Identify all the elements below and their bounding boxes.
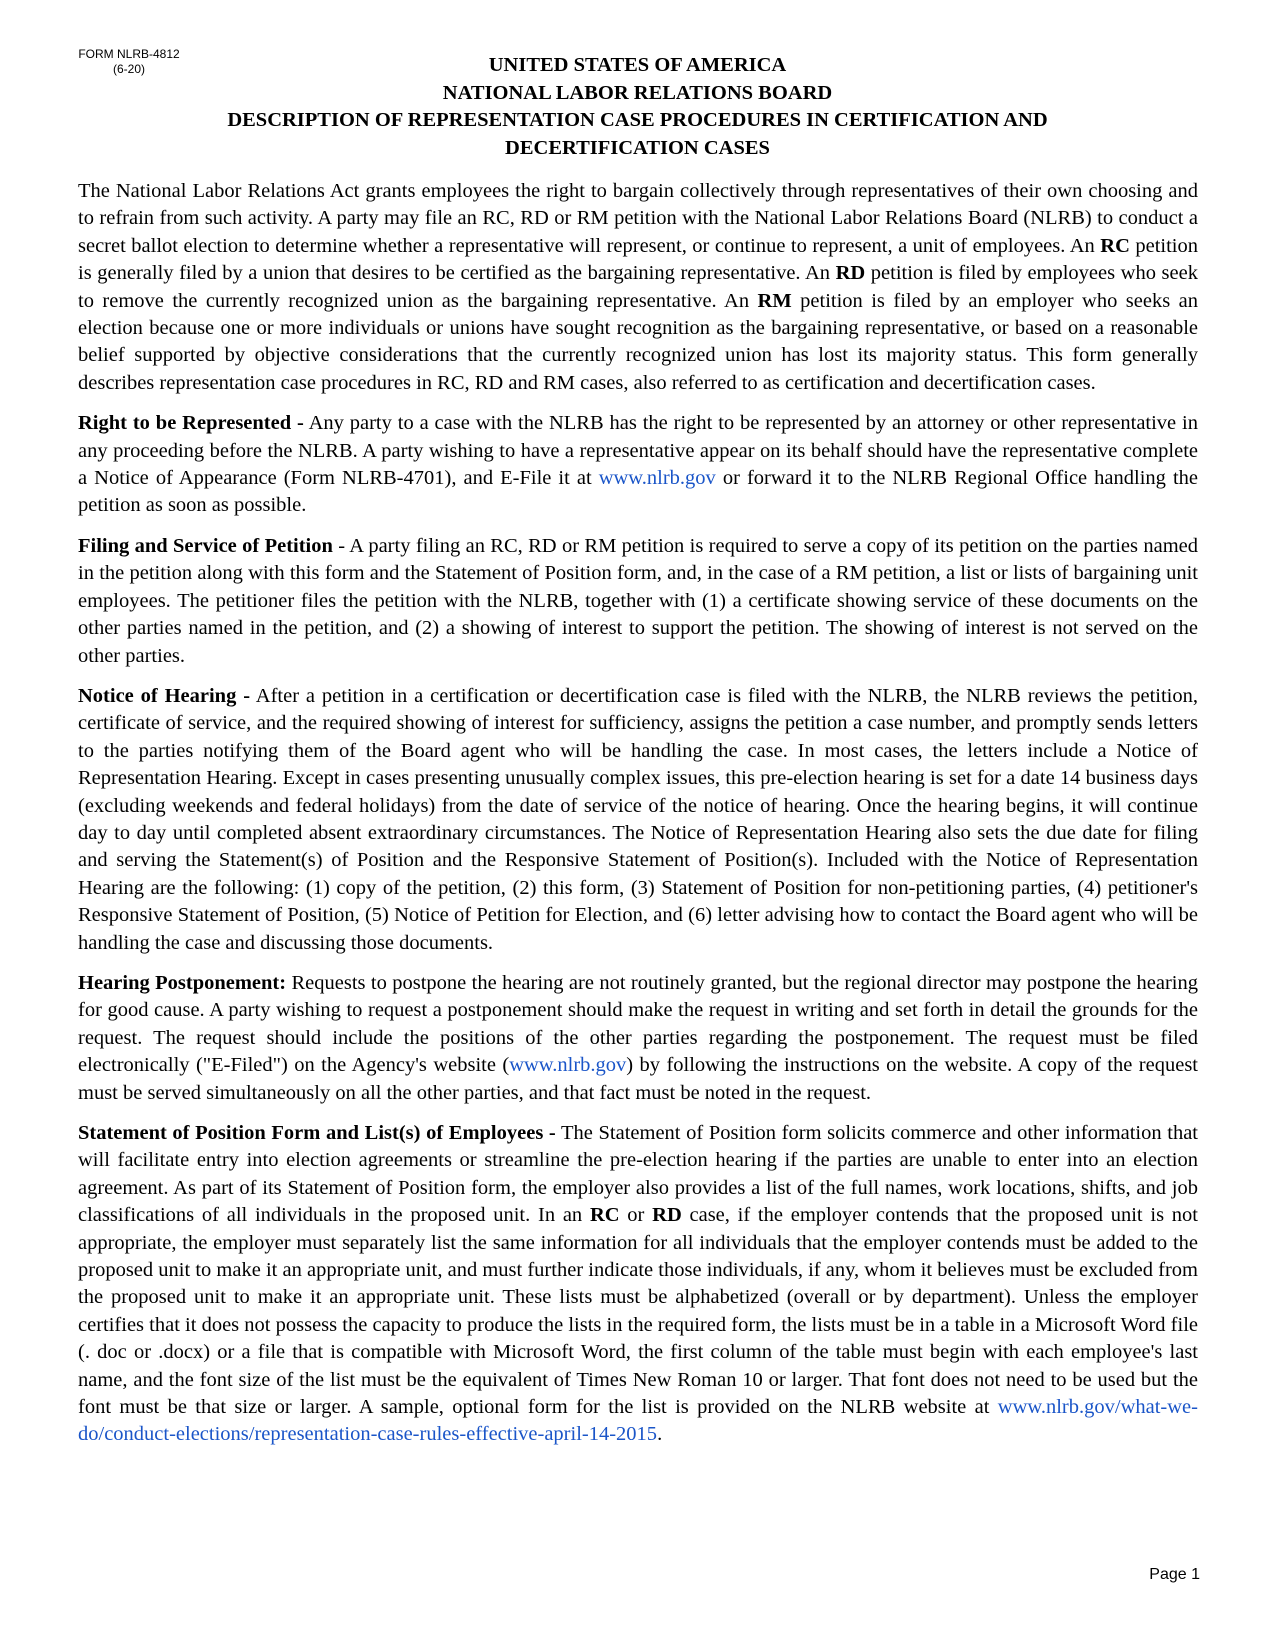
- notice-of-hearing-section: [78, 683, 1198, 957]
- statement-of-position-section: [78, 1120, 1198, 1449]
- header-line-4: DECERTIFICATION CASES: [505, 136, 770, 159]
- representation-case-rules-link[interactable]: www.nlrb.gov/what-we-do/conduct-elections/representation-case-rules-effective-april-14-2015: [78, 1396, 1198, 1446]
- hearing-postponement-section: [78, 970, 1198, 1107]
- intro-rm: RM: [757, 289, 792, 312]
- document-body: [78, 178, 1198, 1462]
- statement-rd: RD: [652, 1204, 682, 1227]
- notice-of-hearing-heading: Notice of Hearing -: [78, 684, 251, 707]
- header-line-1: UNITED STATES OF AMERICA: [488, 54, 787, 76]
- intro-paragraph: [78, 178, 1198, 397]
- document-header: [150, 52, 1125, 162]
- intro-rd: RD: [835, 262, 866, 285]
- filing-and-service-section: [78, 533, 1198, 670]
- statement-of-position-text-4: .: [657, 1423, 663, 1446]
- notice-of-hearing-text: After a petition in a certification or decertification case is filed with the NLRB, the NLRB reviews the petition, certificate of service, and the required showing of interest for sufficiency, assigns the petition a case number, and promptly sends letters to the parties notifying them of the Board agent who will be handling the case. In most cases, the letters include a Notice of Representation Hearing. Except in cases presenting unusually complex issues, this pre-election hearing is set for a date 14 business days (excluding weekends and federal holidays) from the date of service of the notice of hearing. Once the hearing begins, it will continue day to day until completed absent extraordinary circumstances. The Notice of Representation Hearing also sets the due date for filing and serving the Statement(s) of Position and the Responsive Statement of Position(s). Included with the Notice of Representation Hearing are the following: (1) copy of the petition, (2) this form, (3) Statement of Position for non-petitioning parties, (4) petitioner's Responsive Statement of Position, (5) Notice of Petition for Election, and (6) letter advising how to contact the Board agent who will be handling the case and discussing those documents.: [78, 684, 1198, 954]
- statement-of-position-text-1: The Statement of Position form solicits commerce and other information that will facilitate entry into election agreements or streamline the pre-election hearing if the parties are unable to enter into an election agreement. As part of its Statement of Position form, the employer also provides a list of the full names, work locations, shifts, and job classifications of all individuals in the proposed unit. In an: [78, 1122, 1198, 1227]
- statement-of-position-text-3: case, if the employer contends that the proposed unit is not appropriate, the employer must separately list the same information for all individuals that the employer contends must be added to the proposed unit to make it an appropriate unit, and must further indicate those individuals, if any, whom it believes must be excluded from the proposed unit to make it an appropriate unit. These lists must be alphabetized (overall or by department). Unless the employer certifies that it does not possess the capacity to produce the lists in the required form, the lists must be in a table in a Microsoft Word file (. doc or .docx) or a file that is compatible with Microsoft Word, the first column of the table must begin with each employee's last name, and the font size of the list must be the equivalent of Times New Roman 10 or larger. That font does not need to be used but the font must be that size or larger. A sample, optional form for the list is provided on the NLRB website at: [78, 1204, 1198, 1419]
- right-to-be-represented-heading: Right to be Represented -: [78, 412, 304, 435]
- right-to-be-represented-section: [78, 410, 1198, 520]
- nlrb-website-link[interactable]: www.nlrb.gov: [509, 1054, 627, 1077]
- filing-and-service-text: - A party filing an RC, RD or RM petition is required to serve a copy of its petition on the parties named in the petition along with this form and the Statement of Position form, and, in the case of a RM petition, a list or lists of bargaining unit employees. The petitioner files the petition with the NLRB, together with (1) a certificate showing service of these documents on the other parties named in the petition, and (2) a showing of interest to support the petition. The showing of interest is not served on the other parties.: [78, 534, 1198, 667]
- statement-of-position-heading: Statement of Position Form and List(s) of Employees -: [78, 1122, 556, 1144]
- intro-text-2: petition is generally filed by a union that desires to be certified as the bargaining representative. An: [78, 234, 1198, 285]
- header-line-2: NATIONAL LABOR RELATIONS BOARD: [442, 81, 833, 104]
- hearing-postponement-heading: Hearing Postponement:: [78, 971, 287, 994]
- intro-text-3: petition is filed by employees who seek to remove the currently recognized union as the bargaining representative. An: [78, 262, 1198, 312]
- form-revision: (6-20): [112, 62, 145, 76]
- page-number: Page 1: [1149, 1566, 1200, 1583]
- filing-and-service-heading: Filing and Service of Petition: [78, 534, 333, 557]
- intro-text-1: The National Labor Relations Act grants employees the right to bargain collectively through representatives of their own choosing and to refrain from such activity. A party may file an RC, RD or RM petition with the National Labor Relations Board (NLRB) to conduct a secret ballot election to determine whether a representative will represent, or continue to represent, a unit of employees. An: [78, 180, 1198, 257]
- header-line-3: DESCRIPTION OF REPRESENTATION CASE PROCEDURES IN CERTIFICATION AND: [227, 109, 1048, 131]
- hearing-postponement-text-1: Requests to postpone the hearing are not routinely granted, but the regional director may postpone the hearing for good cause. A party wishing to request a postponement should make the request in writing and set forth in detail the grounds for the request. The request should include the positions of the other parties regarding the postponement. The request must be filed electronically ("E-Filed") on the Agency's website (: [78, 971, 1199, 1077]
- hearing-postponement-text-2: ) by following the instructions on the website. A copy of the request must be served simultaneously on all the other parties, and that fact must be noted in the request.: [78, 1054, 1198, 1104]
- intro-rc: RC: [1100, 234, 1130, 257]
- statement-rc: RC: [589, 1204, 620, 1227]
- nlrb-link[interactable]: www.nlrb.gov: [598, 467, 716, 490]
- right-to-be-represented-text-2: or forward it to the NLRB Regional Office handling the petition as soon as possible.: [78, 467, 1199, 517]
- form-number: FORM NLRB-4812: [78, 47, 180, 61]
- right-to-be-represented-text-1: Any party to a case with the NLRB has the right to be represented by an attorney or other representative in any proceeding before the NLRB. A party wishing to have a representative appear on its behalf should have the representative complete a Notice of Appearance (Form NLRB-4701), and E-File it at: [78, 412, 1198, 490]
- intro-text-4: petition is filed by an employer who seeks an election because one or more individuals or unions have sought recognition as the bargaining representative, or based on a reasonable belief supported by objective considerations that the currently recognized union has lost its majority status. This form generally describes representation case procedures in RC, RD and RM cases, also referred to as certification and decertification cases.: [78, 289, 1198, 394]
- statement-of-position-text-2: or: [619, 1204, 653, 1227]
